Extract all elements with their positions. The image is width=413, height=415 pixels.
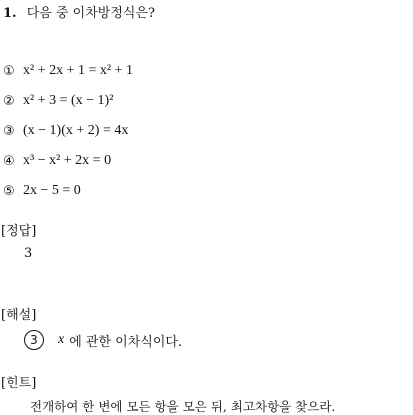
explanation-text: 에 관한 이차식이다. <box>69 334 183 350</box>
choice-expression: (x − 1)(x + 2) = 4x <box>23 123 129 138</box>
choice-marker: ① <box>3 63 15 79</box>
hint-label: [힌트] <box>1 376 37 391</box>
choice-item <box>3 116 133 146</box>
choice-marker: ③ <box>3 123 15 139</box>
choice-item <box>3 146 133 176</box>
choice-expression: 2x − 5 = 0 <box>23 183 81 198</box>
choice-item <box>3 86 133 116</box>
choice-marker: ⑤ <box>3 183 15 199</box>
question-number: 1. <box>3 6 17 21</box>
choice-item <box>3 56 133 86</box>
hint-text: 전개하여 한 변에 모든 항을 모은 뒤, 최고차항을 찾으라. <box>30 399 336 414</box>
choice-marker: ② <box>3 93 15 109</box>
question <box>3 2 155 21</box>
explanation-body <box>24 330 182 350</box>
choice-expression: x³ − x² + 2x = 0 <box>23 153 112 168</box>
explanation-label: [해설] <box>1 308 37 323</box>
choice-marker: ④ <box>3 153 15 169</box>
question-text: 다음 중 이차방정식은? <box>26 6 155 21</box>
answer-value: 3 <box>24 246 33 261</box>
choice-item <box>3 176 133 206</box>
choice-list <box>3 56 133 206</box>
choice-expression: x² + 3 = (x − 1)² <box>23 93 114 108</box>
choice-expression: x² + 2x + 1 = x² + 1 <box>23 63 133 78</box>
explanation-variable: x <box>58 332 65 347</box>
answer-label: [정답] <box>1 224 37 239</box>
explanation-marker: 3 <box>24 330 44 350</box>
